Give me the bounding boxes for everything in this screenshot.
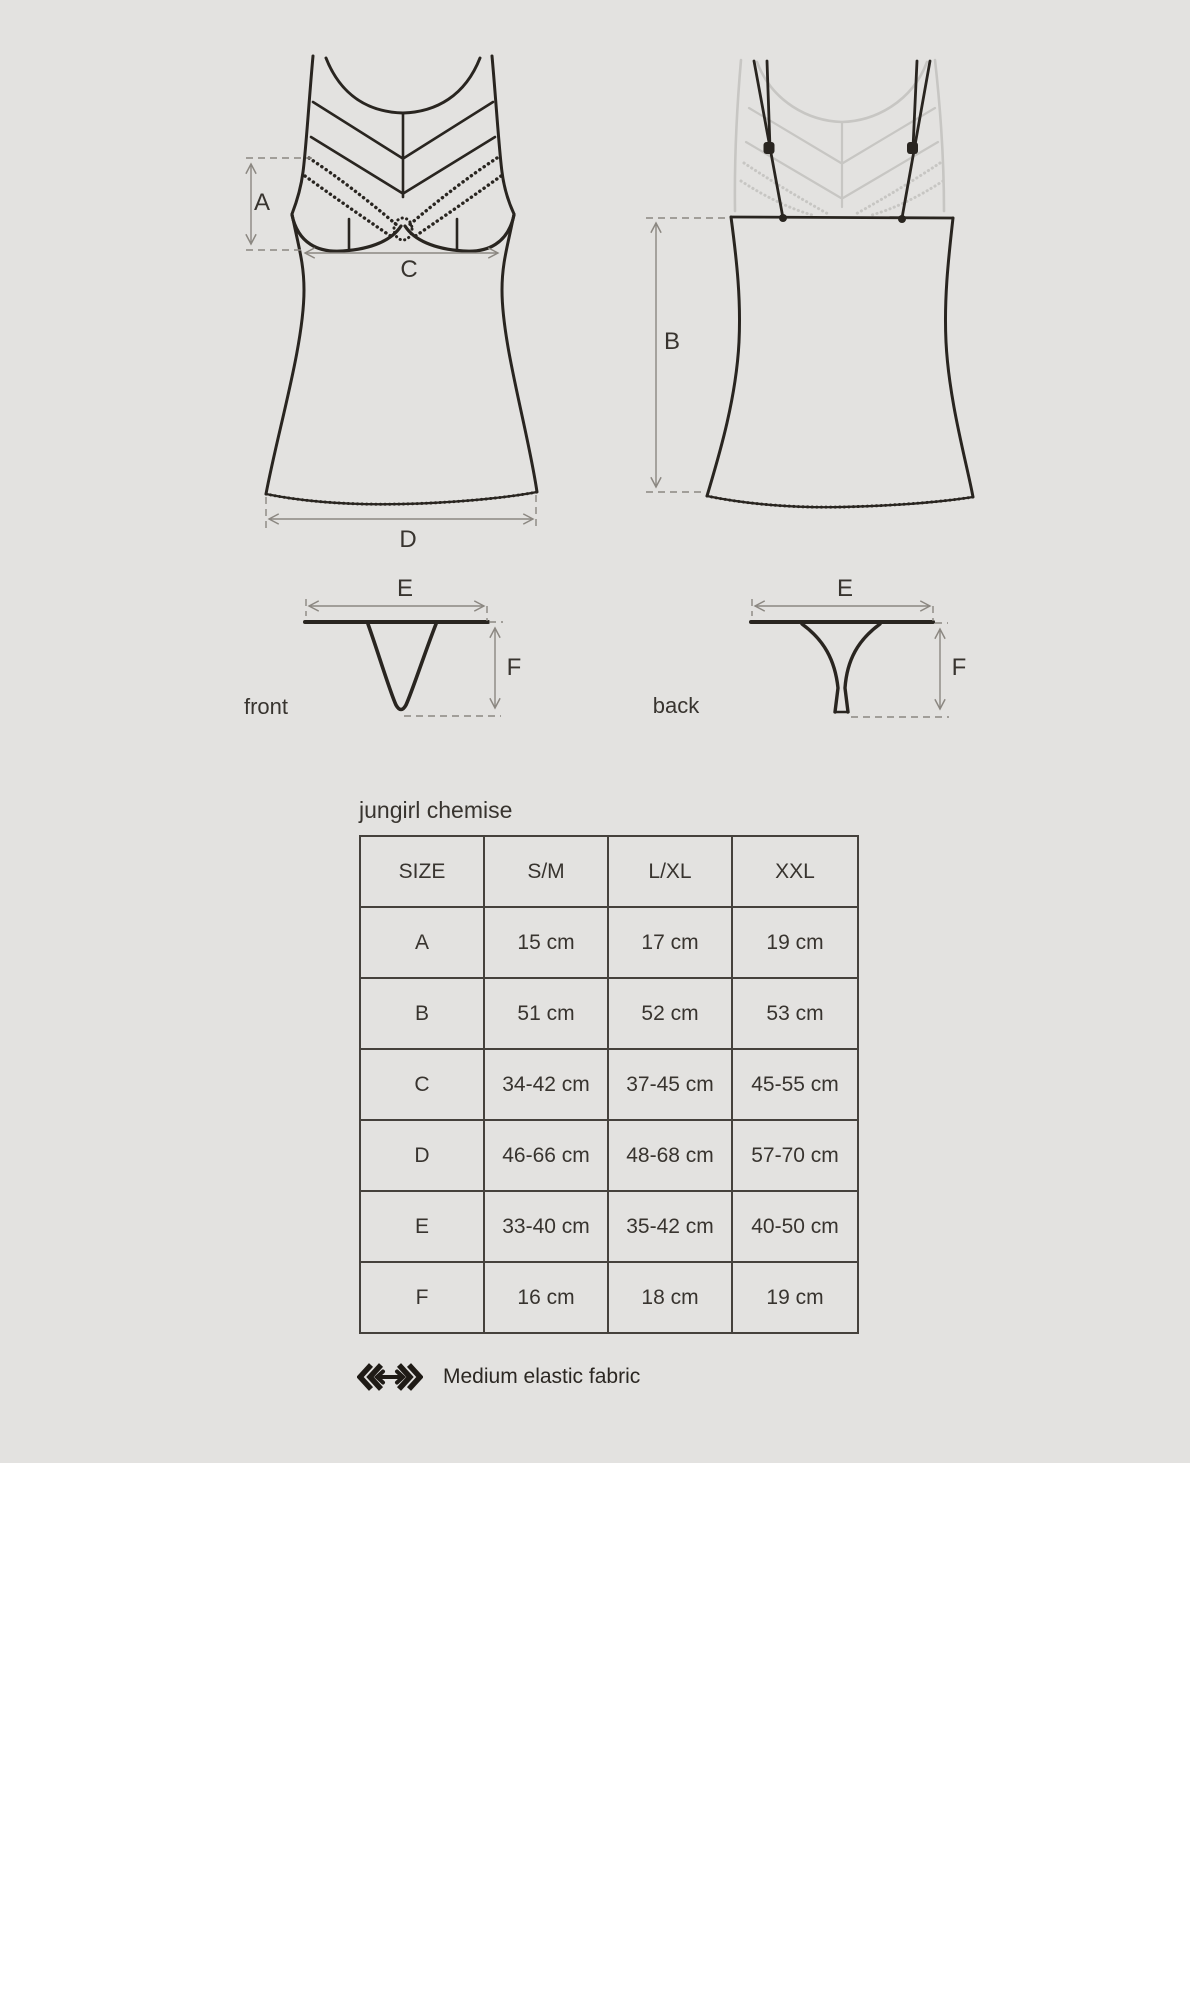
table-header-lxl: L/XL: [608, 836, 732, 907]
cell-value: 48-68 cm: [608, 1120, 732, 1191]
measurement-label-f-front: F: [506, 654, 522, 681]
table-header-row: [360, 836, 858, 907]
table-row: [360, 1049, 858, 1120]
back-view-label: back: [652, 693, 700, 718]
table-row: [360, 1120, 858, 1191]
cell-value: 46-66 cm: [484, 1120, 608, 1191]
cell-value: 37-45 cm: [608, 1049, 732, 1120]
elastic-stretch-icon: [357, 1362, 423, 1392]
front-view-label: front: [243, 694, 289, 719]
fabric-note: [357, 1362, 640, 1392]
cell-value: 18 cm: [608, 1262, 732, 1333]
dimension-lines: [246, 158, 949, 717]
panty-back-drawing: [751, 622, 933, 712]
size-table: [359, 835, 859, 1334]
product-title: jungirl chemise: [359, 797, 513, 823]
measurement-label-d: D: [399, 526, 417, 553]
row-label: C: [360, 1049, 484, 1120]
table-header-sm: S/M: [484, 836, 608, 907]
row-label: B: [360, 978, 484, 1049]
measurement-label-a: A: [253, 189, 271, 216]
cell-value: 35-42 cm: [608, 1191, 732, 1262]
table-row: [360, 1191, 858, 1262]
row-label: F: [360, 1262, 484, 1333]
cell-value: 19 cm: [732, 1262, 858, 1333]
table-row: [360, 1262, 858, 1333]
row-label: A: [360, 907, 484, 978]
chemise-back-drawing: [707, 60, 973, 507]
cell-value: 51 cm: [484, 978, 608, 1049]
measurement-label-e-front: E: [396, 575, 414, 602]
table-row: [360, 907, 858, 978]
cell-value: 53 cm: [732, 978, 858, 1049]
table-header-size: SIZE: [360, 836, 484, 907]
row-label: D: [360, 1120, 484, 1191]
garment-measurement-diagram: [0, 0, 1190, 760]
cell-value: 17 cm: [608, 907, 732, 978]
fabric-note-text: Medium elastic fabric: [443, 1365, 641, 1388]
cell-value: 34-42 cm: [484, 1049, 608, 1120]
strap-slider-left: [764, 142, 775, 154]
cell-value: 19 cm: [732, 907, 858, 978]
measurement-label-f-back: F: [951, 654, 967, 681]
panty-front-drawing: [305, 622, 488, 710]
strap-slider-right: [907, 142, 918, 154]
cell-value: 45-55 cm: [732, 1049, 858, 1120]
cell-value: 33-40 cm: [484, 1191, 608, 1262]
table-row: [360, 978, 858, 1049]
measurement-label-b: B: [663, 328, 681, 355]
row-label: E: [360, 1191, 484, 1262]
cell-value: 16 cm: [484, 1262, 608, 1333]
cell-value: 57-70 cm: [732, 1120, 858, 1191]
cell-value: 40-50 cm: [732, 1191, 858, 1262]
measurement-label-c: C: [400, 256, 418, 283]
cell-value: 52 cm: [608, 978, 732, 1049]
measurement-label-e-back: E: [836, 575, 854, 602]
table-header-xxl: XXL: [732, 836, 858, 907]
cell-value: 15 cm: [484, 907, 608, 978]
